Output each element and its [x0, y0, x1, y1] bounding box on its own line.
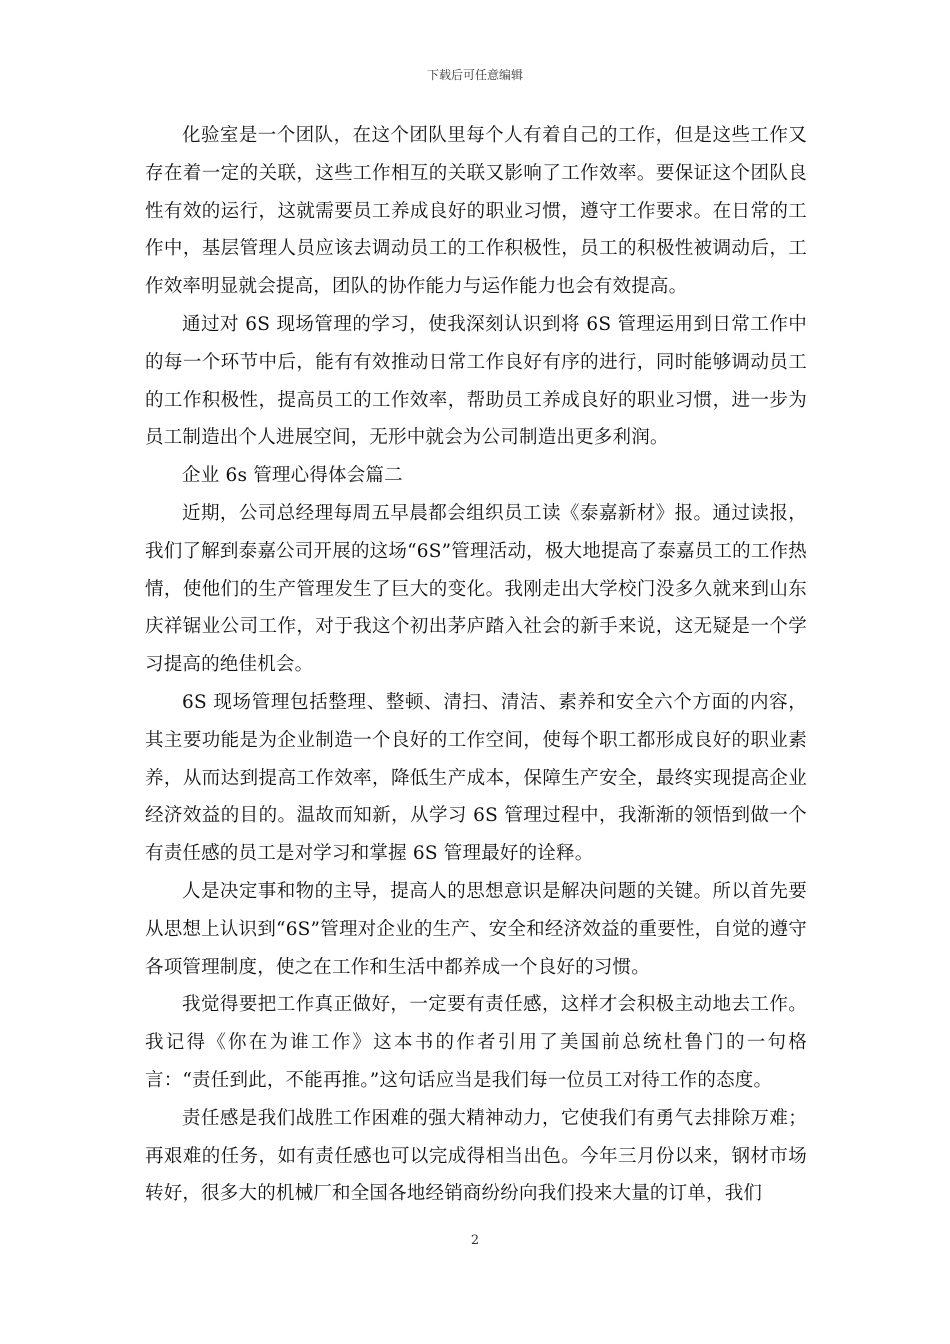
paragraph-6s-content: 6S 现场管理包括整理、整顿、清扫、清洁、素养和安全六个方面的内容，其主要功能是为企业制造一个良好的工作空间，使每个职工都形成良好的职业素养，从而达到提高工作效率，降低生产成本，保障生产安全，最终实现提高企业经济效益的目的。温故而知新，从学习 6S 管理过程中，我渐渐的领悟到做一个有责任感的员工是对学习和掌握 6S 管理最好的诠释。	[145, 691, 807, 865]
paragraph-6s-study: 通过对 6S 现场管理的学习，使我深刻认识到将 6S 管理运用到日常工作中的每一个环节中后，能有有效推动日常工作良好有序的进行，同时能够调动员工的工作积极性，提高员工的工作效率，帮助员工养成良好的职业习惯，进一步为员工制造出个人进展空间，无形中就会为公司制造出更多利润。	[145, 313, 807, 449]
paragraph-human-factor: 人是决定事和物的主导，提高人的思想意识是解决问题的关键。所以首先要从思想上认识到“6S”管理对企业的生产、安全和经济效益的重要性，自觉的遵守各项管理制度，使之在工作和生活中都养成一个良好的习惯。	[145, 880, 807, 978]
section-heading: 企业 6s 管理心得体会篇二	[182, 465, 403, 487]
paragraph-responsibility-motivation: 责任感是我们战胜工作困难的强大精神动力，它使我们有勇气去排除万难；再艰难的任务，如有责任感也可以完成得相当出色。今年三月份以来，钢材市场转好，很多大的机械厂和全国各地经销商纷纷向我们投来大量的订单，我们	[145, 1107, 807, 1205]
paragraph-lab-team: 化验室是一个团队，在这个团队里每个人有着自己的工作，但是这些工作又存在着一定的关联，这些工作相互的关联又影响了工作效率。要保证这个团队良性有效的运行，这就需要员工养成良好的职业习惯，遵守工作要求。在日常的工作中，基层管理人员应该去调动员工的工作积极性，员工的积极性被调动后，工作效率明显就会提高，团队的协作能力与运作能力也会有效提高。	[145, 125, 807, 298]
paragraph-reading-newspaper: 近期，公司总经理每周五早晨都会组织员工读《泰嘉新材》报。通过读报，我们了解到泰嘉公司开展的这场“6S”管理活动，极大地提高了泰嘉员工的工作热情，使他们的生产管理发生了巨大的变化。我刚走出大学校门没多久就来到山东庆祥锯业公司工作，对于我这个初出茅庐踏入社会的新手来说，这无疑是一个学习提高的绝佳机会。	[145, 502, 807, 676]
page-header-note: 下载后可任意编辑	[426, 68, 523, 82]
paragraph-responsibility: 我觉得要把工作真正做好，一定要有责任感，这样才会积极主动地去工作。我记得《你在为谁工作》这本书的作者引用了美国前总统杜鲁门的一句格言：“责任到此，不能再推。”这句话应当是我们每一位员工对待工作的态度。	[145, 994, 807, 1091]
page-number: 2	[470, 1233, 480, 1248]
document-body	[145, 117, 807, 1213]
